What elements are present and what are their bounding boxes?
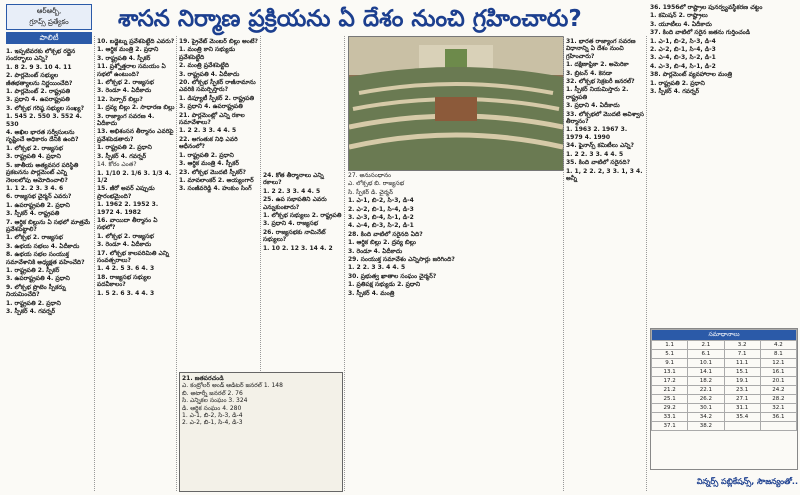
answer-cell: 12.1 xyxy=(760,359,796,368)
question-text: 3. ప్రధాని 4. రాజ్యసభ xyxy=(263,220,319,228)
question-text: 1. ఆర్థిక బిల్లు 2. ద్రవ్య బిల్లు xyxy=(348,239,416,247)
answer-cell xyxy=(724,422,760,431)
tag-line-2: గ్రూప్స్ ప్రత్యేకం xyxy=(29,18,69,26)
question-text: 28. కింది వాటిలో సరైనది ఏది? xyxy=(348,230,423,238)
question-text: 3. రెండూ 4. ఏదీకాదు xyxy=(348,247,403,255)
answer-cell: 20.1 xyxy=(760,377,796,386)
answer-cell: 26.2 xyxy=(688,395,724,404)
question-text: 1. రాష్ట్రపతి 2. ప్రధాని xyxy=(650,79,705,87)
answer-cell: 11.1 xyxy=(724,359,760,368)
answer-cell: 18.2 xyxy=(688,377,724,386)
parliament-hall-image xyxy=(349,37,563,170)
column-rule xyxy=(94,36,95,491)
section-label: పాలిటీ xyxy=(6,32,92,44)
question-text: 1. కమిషన్ 2. రాష్ట్రాలు xyxy=(650,12,708,20)
question-text: 1. దక్షిణాఫ్రికా 2. అమెరికా xyxy=(566,61,629,69)
question-text: 11. ప్రశ్నోత్తరాల సమయం ఏ సభలో ఉంటుంది? xyxy=(97,63,166,78)
question-text: 1. ప్రతిపక్ష సభ్యుడు 2. ప్రధాని xyxy=(348,281,421,289)
question-text: 1. 1963 2. 1967 3. 1979 4. 1990 xyxy=(566,126,628,141)
question-text: 3. స్పీకర్ 4. రాష్ట్రపతి xyxy=(6,210,60,218)
answer-cell: 38.2 xyxy=(688,422,724,431)
question-text: 1. ఎ-1, బి-2, సి-3, డి-4 xyxy=(348,197,414,205)
question-column-7 xyxy=(650,4,796,326)
answer-cell: 36.1 xyxy=(760,413,796,422)
answer-row xyxy=(652,359,797,368)
question-text: 1. 2 2. 3 3. 4 4. 5 xyxy=(179,127,237,135)
question-text: 3. సంజీవరెడ్డి 4. హుకుం సింగ్ xyxy=(179,185,252,193)
question-text: 3. ప్రధాని 4. ఏదీకాదు xyxy=(566,102,620,110)
page-headline: శాసన నిర్మాణ ప్రక్రియను ఏ దేశం నుంచి గ్రహించారు? xyxy=(118,6,582,32)
question-text: 5. జాతీయ అత్యవసర పరిస్థితి ప్రకటనను పార్లమెంట్ ఎన్ని నెలలలోపు ఆమోదించాలి? xyxy=(6,161,79,184)
question-text: 1. లోక్సభ సభ్యులు 2. రాష్ట్రపతి xyxy=(263,212,342,220)
question-text: 1. 1, 2 2. 2, 3 3. 1, 3 4. అన్నీ xyxy=(566,167,643,182)
question-text: 30. ప్రభుత్వ ఖాతాల సంఘం చైర్మన్? xyxy=(348,272,437,280)
question-column-2 xyxy=(97,38,175,492)
answer-row xyxy=(652,386,797,395)
question-text: 4. ఎ-4, బి-3, సి-2, డి-1 xyxy=(348,222,414,230)
answer-cell: 19.1 xyxy=(724,377,760,386)
answer-cell: 21.2 xyxy=(652,386,688,395)
question-text: 3. ఎ-3, బి-4, సి-1, డి-2 xyxy=(348,214,414,222)
question-text: 1. లోక్సభ 2. రాజ్యసభ xyxy=(97,79,154,87)
match-line: ఎ. కంట్రోలర్ అండ్ ఆడిటర్ జనరల్ 1. 148 xyxy=(182,382,283,390)
answer-row xyxy=(652,341,797,350)
answer-cell: 30.1 xyxy=(688,404,724,413)
question-text: 3. ఉభయ సభలు 4. ఏదీకాదు xyxy=(6,242,80,250)
match-line: డి. ఆర్థిక సంఘం 4. 280 xyxy=(182,404,242,412)
question-text: 1. ద్రవ్య బిల్లు 2. సాధారణ బిల్లు xyxy=(97,104,175,112)
question-text: 1. స్పీకర్ నియమిస్తారు 2. రాష్ట్రపతి xyxy=(566,86,629,101)
question-text: 3. బ్రిటన్ 4. కెనడా xyxy=(566,69,613,77)
question-text: 36. 1956లో రాష్ట్రాల పునర్వ్యవస్థీకరణ చట్టం xyxy=(650,4,763,11)
question-text: 20. లోక్సభ స్పీకర్ రాజీనామాను ఎవరికి సమర్పిస్తారు? xyxy=(179,79,256,94)
question-text: 4. ఎ-3, బి-4, సి-1, డి-2 xyxy=(650,62,716,70)
answer-cell: 14.1 xyxy=(688,368,724,377)
parliament-photo xyxy=(348,36,564,171)
question-text: 3. రెండూ 4. ఏదీకాదు xyxy=(97,241,152,249)
question-text: 3. రాజ్యాంగ సవరణ 4. ఏదీకాదు xyxy=(97,112,155,128)
answer-cell: 7.1 xyxy=(724,350,760,359)
question-text: 3. ఆర్థిక మంత్రి 4. స్పీకర్ xyxy=(179,160,239,168)
answer-row xyxy=(652,395,797,404)
question-text: 2. ఎ-2, బి-1, సి-4, డి-3 xyxy=(348,205,414,213)
answer-key-title: సమాధానాలు xyxy=(652,330,797,341)
answer-cell: 28.2 xyxy=(760,395,796,404)
question-text: 1. 1/10 2. 1/6 3. 1/3 4. 1/2 xyxy=(97,169,172,184)
column-rule xyxy=(176,36,177,491)
answer-cell: 4.2 xyxy=(760,341,796,350)
answer-row xyxy=(652,404,797,413)
column-rule xyxy=(344,36,345,491)
answer-cell: 16.1 xyxy=(760,368,796,377)
answer-cell: 13.1 xyxy=(652,368,688,377)
question-text: 37. కింది వాటిలో సరైన జతను గుర్తించండి xyxy=(650,29,751,37)
question-text: 38. పార్లమెంట్ వ్యవహారాల మంత్రి xyxy=(650,71,733,79)
answer-cell: 1.1 xyxy=(652,341,688,350)
tag-line-1: ఆర్ఆర్బీ, xyxy=(36,7,62,15)
question-text: 2. ఎ-2, బి-1, సి-4, డి-3 xyxy=(650,46,716,54)
answer-row xyxy=(652,350,797,359)
answer-cell: 2.1 xyxy=(688,341,724,350)
answer-cell: 8.1 xyxy=(760,350,796,359)
question-text: 1. లోక్సభ 2. రాజ్యసభ xyxy=(97,232,154,240)
question-column-6 xyxy=(566,38,645,492)
question-column-5 xyxy=(348,172,562,492)
question-text: 12. సెన్సార్ బిల్లు? xyxy=(97,95,143,103)
question-text: 1. 10 2. 12 3. 14 4. 2 xyxy=(263,244,333,252)
question-text: 1. మావలాంకర్ 2. అయ్యంగార్ xyxy=(179,176,254,184)
question-text: 1. 1962 2. 1952 3. 1972 4. 1982 xyxy=(97,201,159,216)
question-column-4 xyxy=(263,172,343,368)
question-text: 2. పార్లమెంట్ సభ్యుల జీతభత్యాలను నిర్ణయించేది? xyxy=(6,72,73,87)
question-text: 16. వాయిదా తీర్మానం ఏ సభలో? xyxy=(97,216,158,232)
question-text: 3. రాష్ట్రపతి 4. ఏదీకాదు xyxy=(179,70,240,78)
question-text: 7. ఆర్థిక బిల్లును ఏ సభలో మాత్రమే ప్రవేశపెట్టాలి? xyxy=(6,218,91,233)
question-text: 1. రాష్ట్రపతి 2. ప్రధాని xyxy=(6,299,61,307)
answer-cell: 33.1 xyxy=(652,413,688,422)
answer-cell: 15.1 xyxy=(724,368,760,377)
question-text: 1. 2 2. 3 3. 4 4. 5 xyxy=(566,150,624,158)
question-text: 26. రాజ్యసభకు నామినేట్ సభ్యులు? xyxy=(263,228,326,244)
question-text: 17. లోక్సభ కాలపరిమితి ఎన్ని సంవత్సరాలు? xyxy=(97,249,170,264)
question-text: 13. అభిశంసన తీర్మానం ఎవరిపై ప్రవేశపెడతారు? xyxy=(97,128,174,143)
answer-cell: 31.1 xyxy=(724,404,760,413)
question-text: 2. మంత్రి ప్రవేశపెట్టేది xyxy=(179,62,229,70)
question-text: 3. ప్రధాని 4. ఉపరాష్ట్రపతి xyxy=(6,96,70,104)
question-text: 22. ఆగంతుక నిధి ఎవరి ఆధీనంలో? xyxy=(179,135,238,151)
credit-footer: విన్నర్స్ పబ్లికేషన్స్, సౌజన్యంతో.. xyxy=(696,477,798,486)
question-text: 1. 8 2. 9 3. 10 4. 11 xyxy=(6,63,72,71)
answer-cell: 29.2 xyxy=(652,404,688,413)
question-text: 1. 2 2. 3 3. 4 4. 5 xyxy=(348,264,406,272)
match-lines xyxy=(182,382,340,426)
question-text: 1. 545 2. 550 3. 552 4. 530 xyxy=(6,113,82,128)
question-text: 1. ఇప్పటివరకు లోక్సభ రద్దైన సందర్భాలు ఎన్ని? xyxy=(6,48,76,63)
question-text: 3. రెండూ 4. ఏదీకాదు xyxy=(97,87,152,95)
question-text: 1. డిప్యూటీ స్పీకర్ 2. రాష్ట్రపతి xyxy=(179,94,255,102)
question-text: 1. 5 2. 6 3. 4 4. 3 xyxy=(97,289,155,297)
question-text: 10. బడ్జెట్ను ప్రవేశపెట్టేది ఎవరు? xyxy=(97,38,175,45)
answer-cell: 23.1 xyxy=(724,386,760,395)
answer-cell: 25.1 xyxy=(652,395,688,404)
answer-cell: 34.2 xyxy=(688,413,724,422)
question-text: 1. లోక్సభ 2. రాజ్యసభ xyxy=(6,234,63,242)
question-text: 9. లోక్సభ ప్రొటెం స్పీకర్ను నియమించేది? xyxy=(6,283,66,299)
question-text: 23. లోక్సభ మొదటి స్పీకర్? xyxy=(179,168,247,176)
question-text: 33. లోక్సభలో మొదటి అవిశ్వాస తీర్మానం? xyxy=(566,110,644,126)
match-line: సి. ఎన్నికల సంఘం 3. 324 xyxy=(182,397,248,405)
question-column-1 xyxy=(6,48,92,492)
question-text: 3. రాష్ట్రపతి 4. ప్రధాని xyxy=(6,153,61,161)
question-text: 3. లోక్సభ గరిష్ఠ సభ్యుల సంఖ్య? xyxy=(6,104,85,112)
answer-cell: 27.1 xyxy=(724,395,760,404)
question-text: 1. ఎ-1, బి-2, సి-3, డి-4 xyxy=(650,37,716,45)
answer-cell: 32.1 xyxy=(760,404,796,413)
question-text: 31. భారత రాజ్యాంగ సవరణ విధానాన్ని ఏ దేశం నుంచి గ్రహించారు? xyxy=(566,38,636,60)
option-text: 14. కోరం ఎంత? xyxy=(97,161,137,169)
question-text: 25. ఉప సభాపతిని ఎవరు ఎన్నుకుంటారు? xyxy=(263,196,327,211)
answer-cell: 22.1 xyxy=(688,386,724,395)
question-text: 6. రాజ్యసభ చైర్మన్ ఎవరు? xyxy=(6,193,72,201)
question-text: 3. రాష్ట్రపతి 4. స్పీకర్ xyxy=(97,54,151,62)
question-text: 1. లోక్సభ 2. రాజ్యసభ xyxy=(6,144,63,152)
question-text: 18. రాజ్యసభ సభ్యుల పదవీకాలం? xyxy=(97,273,151,289)
match-the-following-box xyxy=(179,372,343,492)
column-rule xyxy=(646,36,647,491)
question-text: 15. జీరో అవర్ ఎప్పుడు ప్రారంభమైంది? xyxy=(97,185,155,200)
question-text: 3. స్పీకర్ 4. మంత్రి xyxy=(348,289,395,297)
question-text: 1. ఉపరాష్ట్రపతి 2. ప్రధాని xyxy=(6,201,70,209)
match-title: 21. జతపరచండి xyxy=(182,375,224,382)
column-rule xyxy=(563,36,564,491)
question-text: 1. రాష్ట్రపతి 2. ప్రధాని xyxy=(179,151,234,159)
question-text: 1. 2 2. 3 3. 4 4. 5 xyxy=(263,187,321,195)
question-text: 19. ప్రైవేట్ మెంబర్ బిల్లు అంటే? xyxy=(179,38,258,45)
question-text: 1. పార్లమెంట్ 2. రాష్ట్రపతి xyxy=(6,88,71,96)
answer-cell: 3.2 xyxy=(724,341,760,350)
match-line: 2. ఎ-2, బి-1, సి-4, డి-3 xyxy=(182,419,243,427)
question-column-3 xyxy=(179,38,259,368)
question-text: 1. మంత్రి కాని సభ్యుడు ప్రవేశపెట్టేది xyxy=(179,46,236,61)
option-text: ఎ. లోక్సభ బి. రాజ్యసభ xyxy=(348,180,405,188)
answer-row xyxy=(652,422,797,431)
question-text: 8. ఉభయ సభల సంయుక్త సమావేశానికి అధ్యక్షత వహించేది? xyxy=(6,251,85,266)
question-text: 1. రాష్ట్రపతి 2. స్పీకర్ xyxy=(6,266,60,274)
exam-tag-box xyxy=(6,4,92,30)
question-text: 1. 4 2. 5 3. 6 4. 3 xyxy=(97,265,155,273)
question-text: 1. ఆర్థిక మంత్రి 2. ప్రధాని xyxy=(97,46,159,54)
question-text: 1. రాష్ట్రపతి 2. ప్రధాని xyxy=(97,144,152,152)
answer-cell: 35.4 xyxy=(724,413,760,422)
question-text: 32. లోక్సభ సెక్రటరీ జనరల్? xyxy=(566,78,635,86)
question-text: 1. 1 2. 2 3. 3 4. 6 xyxy=(6,184,64,192)
answer-row xyxy=(652,413,797,422)
question-text: 3. ఉపరాష్ట్రపతి 4. ప్రధాని xyxy=(6,275,70,283)
answer-row xyxy=(652,368,797,377)
answer-cell: 37.1 xyxy=(652,422,688,431)
question-text: 29. సంయుక్త సమావేశం ఎన్నిసార్లు జరిగింది? xyxy=(348,256,455,264)
option-text: సి. స్పీకర్ డి. చైర్మన్ xyxy=(348,188,393,196)
answer-key xyxy=(650,328,798,470)
answer-cell xyxy=(760,422,796,431)
question-text: 4. అఖిల భారత సర్వీసులను సృష్టించే అధికారం దేనికి ఉంది? xyxy=(6,129,79,144)
answer-row xyxy=(652,377,797,386)
question-text: 3. స్పీకర్ 4. గవర్నర్ xyxy=(97,152,147,160)
answer-cell: 24.2 xyxy=(760,386,796,395)
question-text: 34. ఫైనాన్స్ కమిటీలు ఎన్ని? xyxy=(566,142,634,150)
match-line: 1. ఎ-1, బి-2, సి-3, డి-4 xyxy=(182,412,243,420)
question-text: 3. ప్రధాని 4. ఉపరాష్ట్రపతి xyxy=(179,103,243,111)
answer-cell: 6.1 xyxy=(688,350,724,359)
answer-cell: 9.1 xyxy=(652,359,688,368)
answer-cell: 5.1 xyxy=(652,350,688,359)
question-text: 35. కింది వాటిలో సరైనది? xyxy=(566,159,631,167)
question-text: 3. ఎ-4, బి-3, సి-2, డి-1 xyxy=(650,54,716,62)
question-text: 24. కోత తీర్మానాలు ఎన్ని రకాలు? xyxy=(263,172,324,187)
option-text: 27. అనుసంధానం xyxy=(348,172,392,179)
question-text: 3. స్పీకర్ 4. గవర్నర్ xyxy=(6,308,56,315)
match-line: బి. అటార్నీ జనరల్ 2. 76 xyxy=(182,389,243,397)
answer-cell: 17.2 xyxy=(652,377,688,386)
question-text: 3. స్పీకర్ 4. గవర్నర్ xyxy=(650,88,700,96)
question-text: 3. యూటీలు 4. ఏదీకాదు xyxy=(650,20,712,28)
answer-cell: 10.1 xyxy=(688,359,724,368)
question-text: 21. పార్లమెంట్లో ఎన్ని రకాల సమావేశాలు? xyxy=(179,111,245,127)
